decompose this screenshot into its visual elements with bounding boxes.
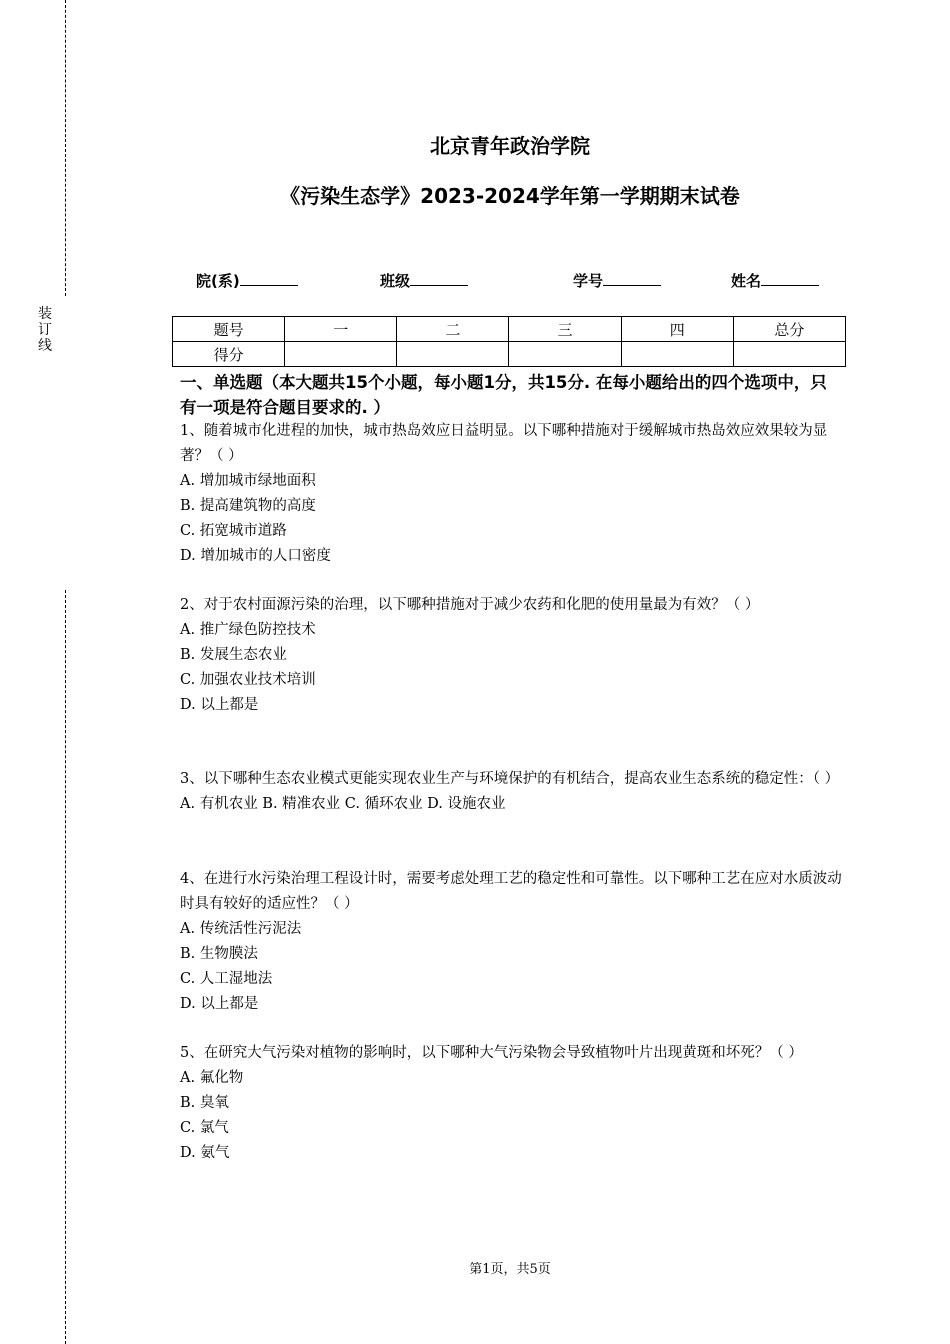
option: D. 以上都是 — [180, 996, 259, 1012]
name-field — [731, 270, 819, 291]
option: B. 生物膜法 — [180, 946, 258, 962]
option: B. 提高建筑物的高度 — [180, 498, 316, 514]
id-label: 学号 — [573, 272, 604, 290]
question-2 — [180, 593, 845, 718]
option: A. 传统活性污泥法 — [180, 921, 302, 937]
question-stem: 3、以下哪种生态农业模式更能实现农业生产与环境保护的有机结合，提高农业生态系统的稳定性：（ ） — [180, 771, 840, 787]
dept-label: 院(系) — [196, 272, 240, 290]
score-table-header-row — [173, 317, 846, 342]
question-4 — [180, 867, 845, 1017]
question-stem: 5、在研究大气污染对植物的影响时，以下哪种大气污染物会导致植物叶片出现黄斑和坏死？（ ） — [180, 1045, 803, 1061]
score-input-cell[interactable] — [397, 342, 509, 367]
id-blank[interactable] — [603, 271, 661, 286]
binding-char: 订 — [38, 322, 52, 338]
score-table — [172, 316, 846, 367]
binding-char: 装 — [38, 306, 52, 322]
score-table-score-row — [173, 342, 846, 367]
option: C. 拓宽城市道路 — [180, 523, 287, 539]
options-inline: A. 有机农业 B. 精准农业 C. 循环农业 D. 设施农业 — [180, 796, 506, 812]
question-stem: 1、随着城市化进程的加快，城市热岛效应日益明显。以下哪种措施对于缓解城市热岛效应效果较为显著？（ ） — [180, 423, 828, 464]
option: D. 增加城市的人口密度 — [180, 548, 331, 564]
question-5 — [180, 1041, 845, 1166]
exam-title: 《污染生态学》2023-2024学年第一学期期末试卷 — [280, 184, 740, 208]
score-table-cell: 题号 — [173, 317, 285, 342]
school-name: 北京青年政治学院 — [430, 134, 590, 158]
question-stem: 2、对于农村面源污染的治理，以下哪种措施对于减少农药和化肥的使用量最为有效？（ ） — [180, 597, 760, 613]
option: B. 发展生态农业 — [180, 647, 287, 663]
option: C. 人工湿地法 — [180, 971, 273, 987]
score-table-cell: 总分 — [733, 317, 845, 342]
score-table-cell: 二 — [397, 317, 509, 342]
page-number: 第1页，共5页 — [469, 1262, 551, 1277]
option: A. 推广绿色防控技术 — [180, 622, 316, 638]
score-table-cell: 三 — [509, 317, 621, 342]
score-input-cell[interactable] — [509, 342, 621, 367]
question-stem: 4、在进行水污染治理工程设计时，需要考虑处理工艺的稳定性和可靠性。以下哪种工艺在应对水质波动时具有较好的适应性？（ ） — [180, 871, 842, 912]
option: A. 氟化物 — [180, 1070, 244, 1086]
score-input-cell[interactable] — [285, 342, 397, 367]
score-table-cell: 四 — [621, 317, 733, 342]
score-input-cell[interactable] — [621, 342, 733, 367]
class-field — [380, 270, 468, 291]
name-label: 姓名 — [731, 272, 762, 290]
score-table-cell: 得分 — [173, 342, 285, 367]
option: A. 增加城市绿地面积 — [180, 473, 316, 489]
section-heading: 一、单选题（本大题共15个小题，每小题1分，共15分. 在每小题给出的四个选项中，只有一项是符合题目要求的. ） — [180, 373, 827, 417]
class-label: 班级 — [380, 272, 411, 290]
binding-label — [38, 306, 54, 354]
option: C. 氯气 — [180, 1120, 229, 1136]
dept-field — [196, 270, 298, 291]
score-table-cell: 一 — [285, 317, 397, 342]
option: D. 以上都是 — [180, 697, 259, 713]
class-blank[interactable] — [410, 271, 468, 286]
option: B. 臭氧 — [180, 1095, 229, 1111]
binding-line — [65, 590, 66, 1344]
dept-blank[interactable] — [240, 271, 298, 286]
score-input-cell[interactable] — [733, 342, 845, 367]
question-3 — [180, 767, 845, 817]
question-1 — [180, 419, 845, 569]
id-field — [573, 270, 661, 291]
name-blank[interactable] — [761, 271, 819, 286]
option: C. 加强农业技术培训 — [180, 672, 316, 688]
option: D. 氨气 — [180, 1145, 230, 1161]
binding-char: 线 — [38, 338, 52, 354]
